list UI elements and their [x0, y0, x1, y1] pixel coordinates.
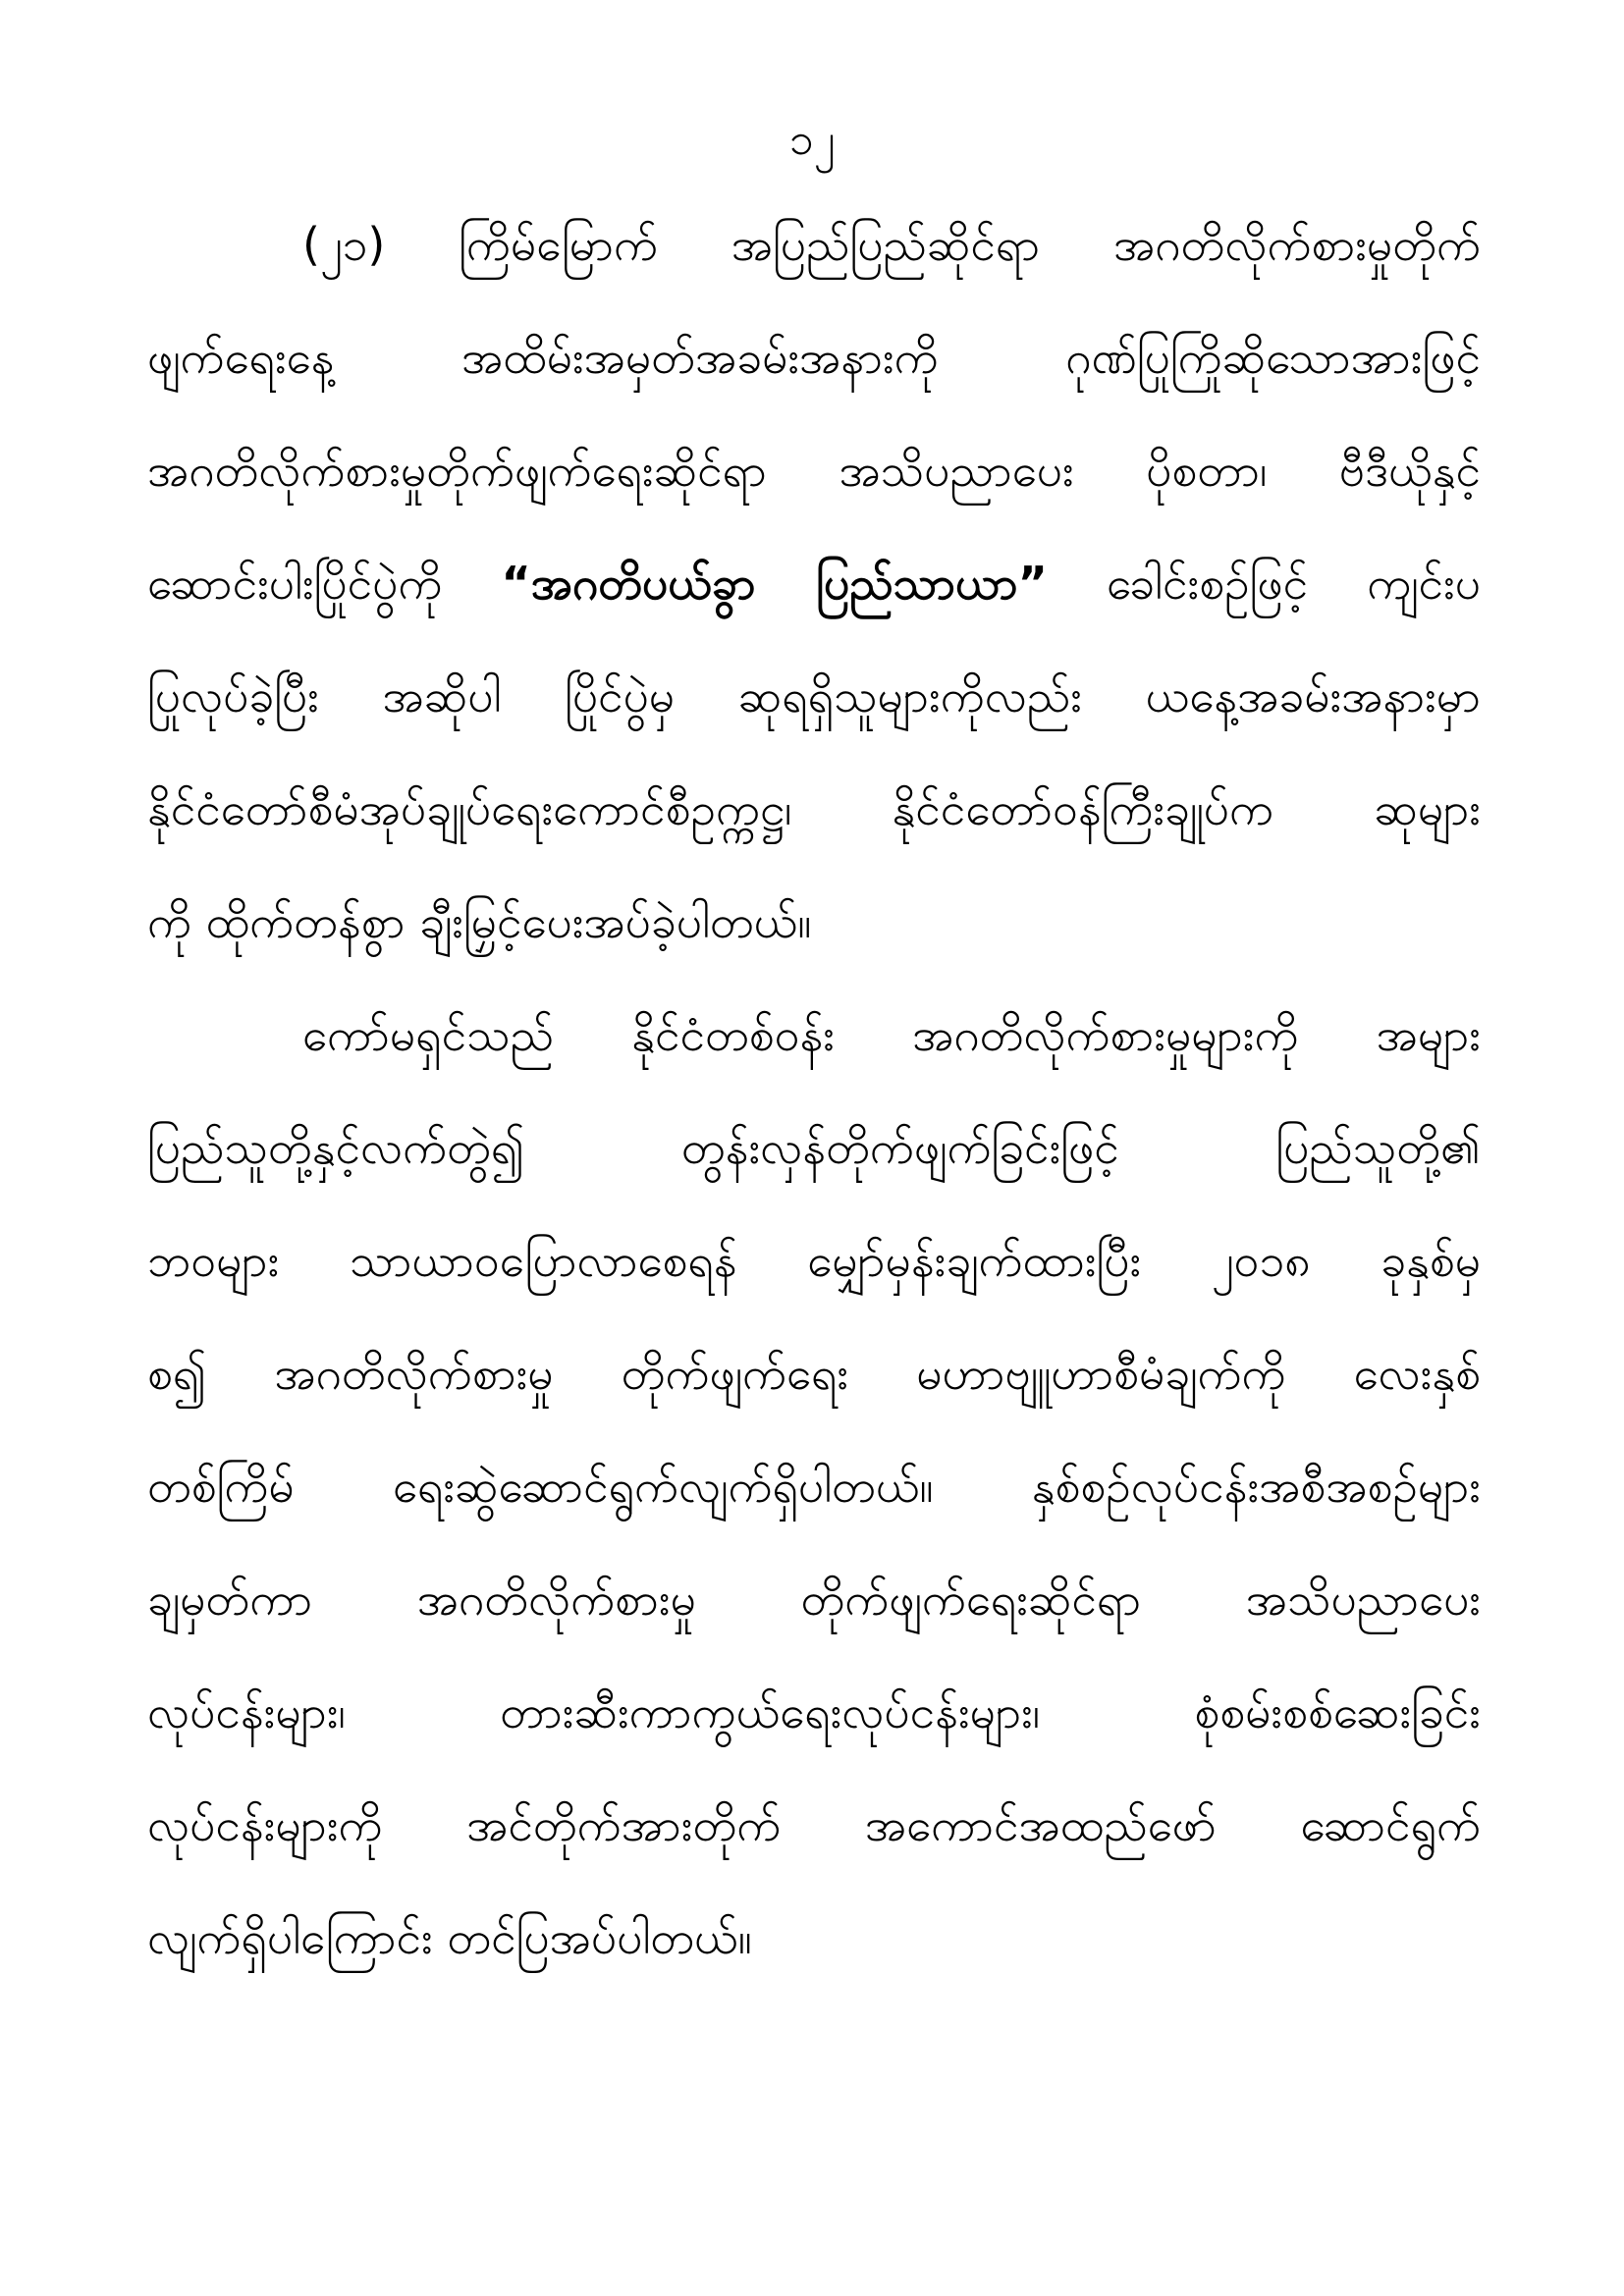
text-segment: ခေါင်းစဉ်ဖြင့် ကျင်းပ — [1047, 557, 1481, 610]
text-line: ချမှတ်ကာ အဂတိလိုက်စားမှု တိုက်ဖျက်ရေးဆိုင်ရာ အသိပညာပေး — [147, 1573, 1481, 1626]
text-line: ကို ထိုက်တန်စွာ ချီးမြှင့်ပေးအပ်ခဲ့ပါတယ်။ — [147, 895, 812, 948]
text-line: ပြုလုပ်ခဲ့ပြီး အဆိုပါ ပြိုင်ပွဲမှ ဆုရရှိသူများကိုလည်း ယနေ့အခမ်းအနားမှာ — [147, 669, 1481, 722]
paragraph — [147, 188, 1481, 979]
text-line: ဖျက်ရေးနေ့ အထိမ်းအမှတ်အခမ်းအနားကို ဂုဏ်ပြုကြိုဆိုသောအားဖြင့် — [147, 331, 1481, 384]
text-line: လုပ်ငန်းများ၊ တားဆီးကာကွယ်ရေးလုပ်ငန်းများ၊ စုံစမ်းစစ်ဆေးခြင်း — [147, 1685, 1481, 1738]
page-number: ၁၂ — [788, 115, 836, 165]
text-line: လျက်ရှိပါကြောင်း တင်ပြအပ်ပါတယ်။ — [147, 1911, 752, 1964]
text-line: (၂၁) ကြိမ်မြောက် အပြည်ပြည်ဆိုင်ရာ အဂတိလိုက်စားမှုတိုက် — [302, 218, 1481, 271]
text-line: ဘဝများ သာယာဝပြောလာစေရန် မျှော်မှန်းချက်ထားပြီး ၂၀၁၈ ခုနှစ်မှ — [147, 1234, 1481, 1287]
text-segment: ဆောင်းပါးပြိုင်ပွဲကို — [147, 557, 502, 610]
body-text — [147, 188, 1481, 1995]
text-line: လုပ်ငန်းများကို အင်တိုက်အားတိုက် အကောင်အထည်ဖော် ဆောင်ရွက် — [147, 1798, 1481, 1851]
text-line: တစ်ကြိမ် ရေးဆွဲဆောင်ရွက်လျက်ရှိပါတယ်။ နှစ်စဉ်လုပ်ငန်းအစီအစဉ်များ — [147, 1460, 1481, 1513]
paragraph — [147, 979, 1481, 1995]
text-line — [147, 527, 1481, 640]
text-line: ပြည်သူတို့နှင့်လက်တွဲ၍ တွန်းလှန်တိုက်ဖျက်ခြင်းဖြင့် ပြည်သူတို့၏ — [147, 1121, 1481, 1174]
text-line: နိုင်ငံတော်စီမံအုပ်ချုပ်ရေးကောင်စီဥက္ကဋ္ဌ၊ နိုင်ငံတော်ဝန်ကြီးချုပ်က ဆုများ — [147, 782, 1481, 835]
bold-phrase: “အဂတိပယ်ခွာ ပြည်သာယာ” — [501, 557, 1048, 610]
text-line: စ၍ အဂတိလိုက်စားမှု တိုက်ဖျက်ရေး မဟာဗျူဟာစီမံချက်ကို လေးနှစ် — [147, 1347, 1481, 1400]
text-line: အဂတိလိုက်စားမှုတိုက်ဖျက်ရေးဆိုင်ရာ အသိပညာပေး ပိုစတာ၊ ဗီဒီယိုနှင့် — [147, 444, 1481, 497]
text-line: ကော်မရှင်သည် နိုင်ငံတစ်ဝန်း အဂတိလိုက်စားမှုများကို အများ — [302, 1008, 1481, 1061]
